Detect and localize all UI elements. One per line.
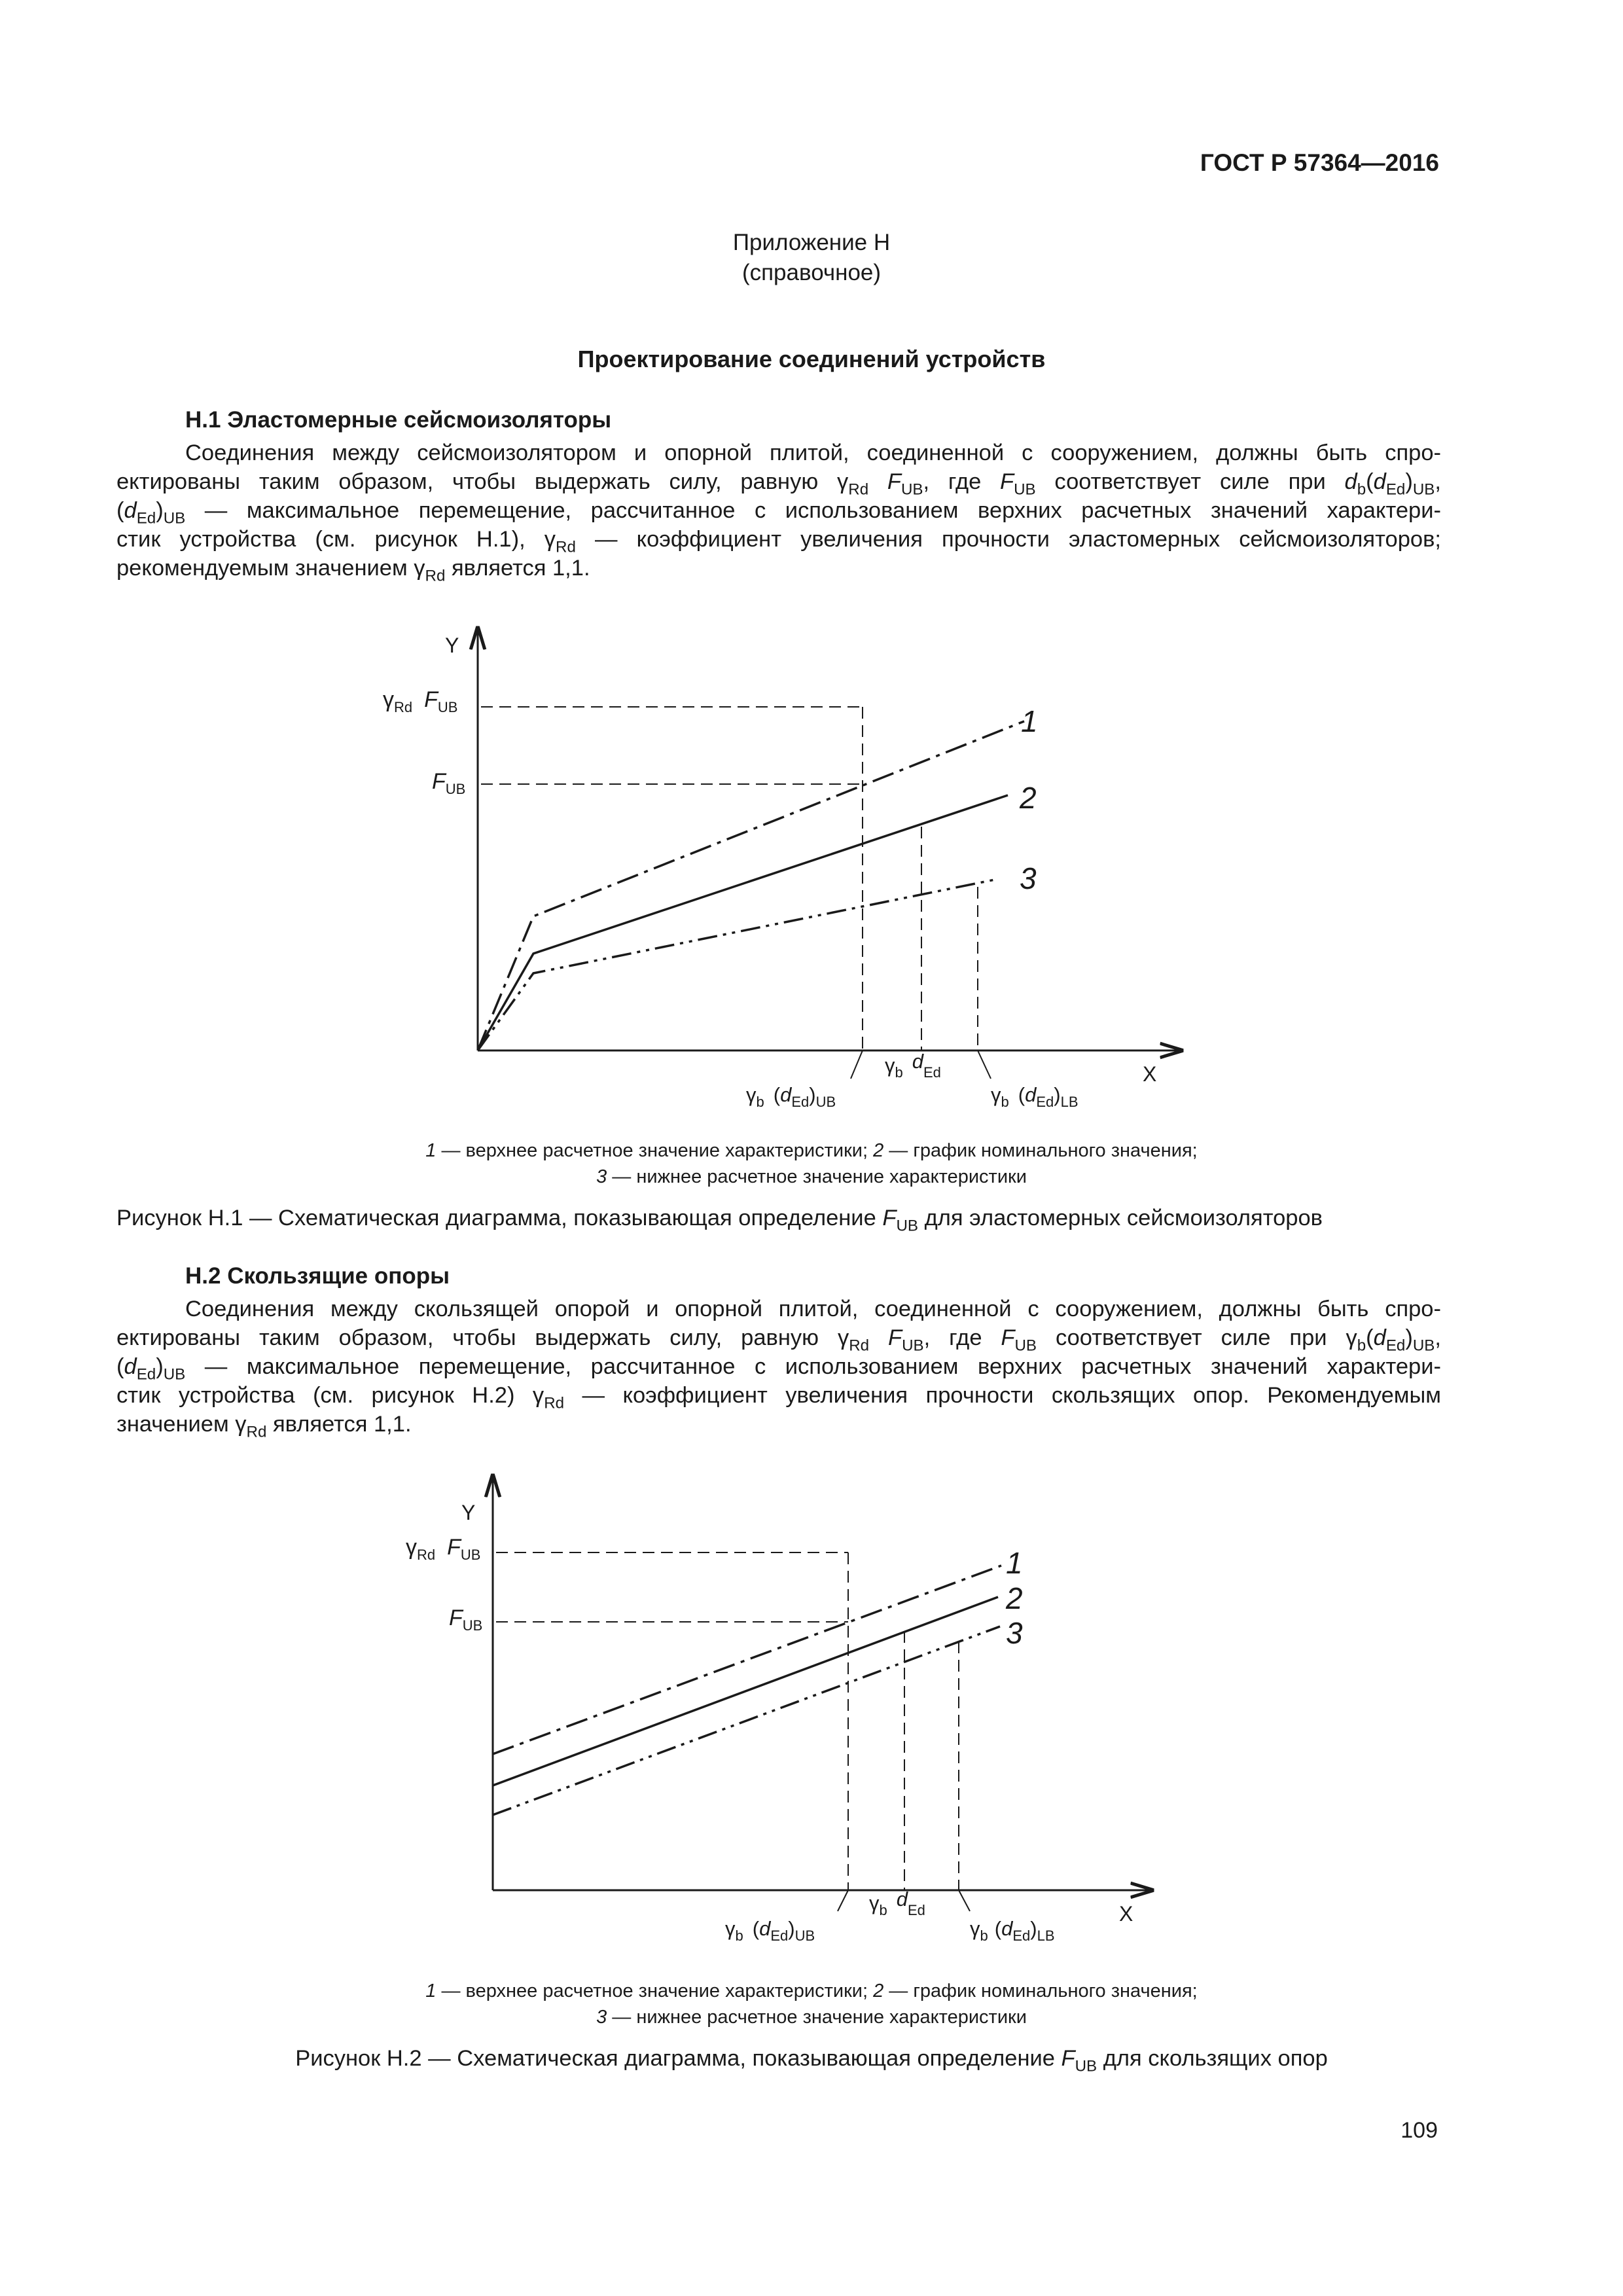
axis-x-label: X xyxy=(1143,1062,1157,1086)
paragraph-line: Соединения между скользящей опорой и опорной плитой, соединенной с сооружением, должны быть спро- xyxy=(185,1297,1441,1321)
x-label-lb: $\gamma_b$ $(d_{Ed})_{LB}$ xyxy=(991,1083,1079,1110)
paragraph-line: рекомендуемым значением $\gamma_{Rd}$ является 1,1. xyxy=(116,556,590,585)
paragraph-line: значением $\gamma_{Rd}$ является 1,1. xyxy=(116,1412,412,1441)
curve-label-1: 1 xyxy=(1021,704,1038,738)
x-label-ed: $\gamma_b$ $d_{Ed}$ xyxy=(869,1888,925,1918)
leader-line xyxy=(838,1890,848,1911)
leader-line xyxy=(959,1890,970,1911)
figure-2-legend xyxy=(0,1978,1623,2030)
annex-title: Приложение Н xyxy=(732,230,891,255)
annex-subtitle: (справочное) xyxy=(741,260,882,285)
legend-line: 1 — верхнее расчетное значение характеристики; 2 — график номинального значения; xyxy=(425,1140,1198,1161)
paragraph-line: стик устройства (см. рисунок Н.2) $\gamma_{Rd}$ — коэффициент увеличения прочности скользящих опор. Рекомендуемым xyxy=(116,1383,1441,1412)
page-title: Проектирование соединений устройств xyxy=(577,346,1046,372)
section-heading-1: Н.1 Эластомерные сейсмоизоляторы xyxy=(185,407,612,433)
label-fub: $F_{UB}$ xyxy=(449,1605,483,1634)
legend-line: 1 — верхнее расчетное значение характеристики; 2 — график номинального значения; xyxy=(425,1981,1198,2001)
curve-label-3: 3 xyxy=(1020,861,1037,895)
figure-1-caption: Рисунок Н.1 — Схематическая диаграмма, показывающая определение $F_{UB}$ для эластомерных сейсмоизоляторов xyxy=(116,1206,1323,1235)
paragraph-line: $(d_{Ed})_{UB}$ — максимальное перемещение, рассчитанное с использованием верхних расчетных значений характери- xyxy=(116,498,1441,528)
axis-x-label: X xyxy=(1119,1902,1133,1926)
curve-3 xyxy=(493,1626,1000,1815)
curve-label-3: 3 xyxy=(1006,1616,1023,1650)
label-gamma-rd-fub: $\gamma_{Rd}$ $F_{UB}$ xyxy=(406,1535,481,1563)
document-header: ГОСТ Р 57364—2016 xyxy=(1200,149,1439,176)
legend-line: 3 — нижнее расчетное значение характеристики xyxy=(596,2007,1027,2028)
section-heading-2: Н.2 Скользящие опоры xyxy=(185,1263,450,1289)
page-number: 109 xyxy=(1400,2118,1438,2143)
label-fub: $F_{UB}$ xyxy=(432,769,466,797)
curve-label-1: 1 xyxy=(1006,1546,1023,1580)
figure-2-caption: Рисунок Н.2 — Схематическая диаграмма, показывающая определение $F_{UB}$ для скользящих опор xyxy=(295,2046,1328,2075)
x-label-ub: $\gamma_b$ $(d_{Ed})_{UB}$ xyxy=(725,1917,815,1944)
x-label-ed: $\gamma_b$ $d_{Ed}$ xyxy=(885,1050,941,1081)
curve-2 xyxy=(493,1597,998,1785)
x-label-lb: $\gamma_b$ $(d_{Ed})_{LB}$ xyxy=(970,1917,1055,1944)
paragraph-line: ектированы таким образом, чтобы выдержать силу, равную $\gamma_{Rd}$ $F_{UB}$, где $F_{UB}$ соответствует силе при $\gamma_b(d_{Ed})_{UB}$, xyxy=(116,1325,1441,1355)
label-gamma-rd-fub: $\gamma_{Rd}$ $F_{UB}$ xyxy=(383,687,458,715)
legend-line: 3 — нижнее расчетное значение характеристики xyxy=(596,1166,1027,1187)
paragraph-line: ектированы таким образом, чтобы выдержать силу, равную $\gamma_{Rd}$ $F_{UB}$, где $F_{UB}$ соответствует силе при $d_b(d_{Ed})_{UB}$, xyxy=(116,469,1441,499)
curve-label-2: 2 xyxy=(1020,781,1037,815)
paragraph-line: Соединения между сейсмоизолятором и опорной плитой, соединенной с сооружением, должны быть спро- xyxy=(185,440,1441,465)
axis-y-label: Y xyxy=(461,1501,476,1524)
curve-label-2: 2 xyxy=(1006,1581,1023,1615)
x-label-ub: $\gamma_b$ $(d_{Ed})_{UB}$ xyxy=(746,1083,836,1110)
paragraph-line: $(d_{Ed})_{UB}$ — максимальное перемещение, рассчитанное с использованием верхних расчетных значений характери- xyxy=(116,1354,1441,1384)
curve-1 xyxy=(493,1566,1001,1754)
paragraph-line: стик устройства (см. рисунок Н.1), $\gamma_{Rd}$ — коэффициент увеличения прочности эластомерных сейсмоизоляторов; xyxy=(116,527,1441,556)
axis-y-label: Y xyxy=(445,634,459,657)
